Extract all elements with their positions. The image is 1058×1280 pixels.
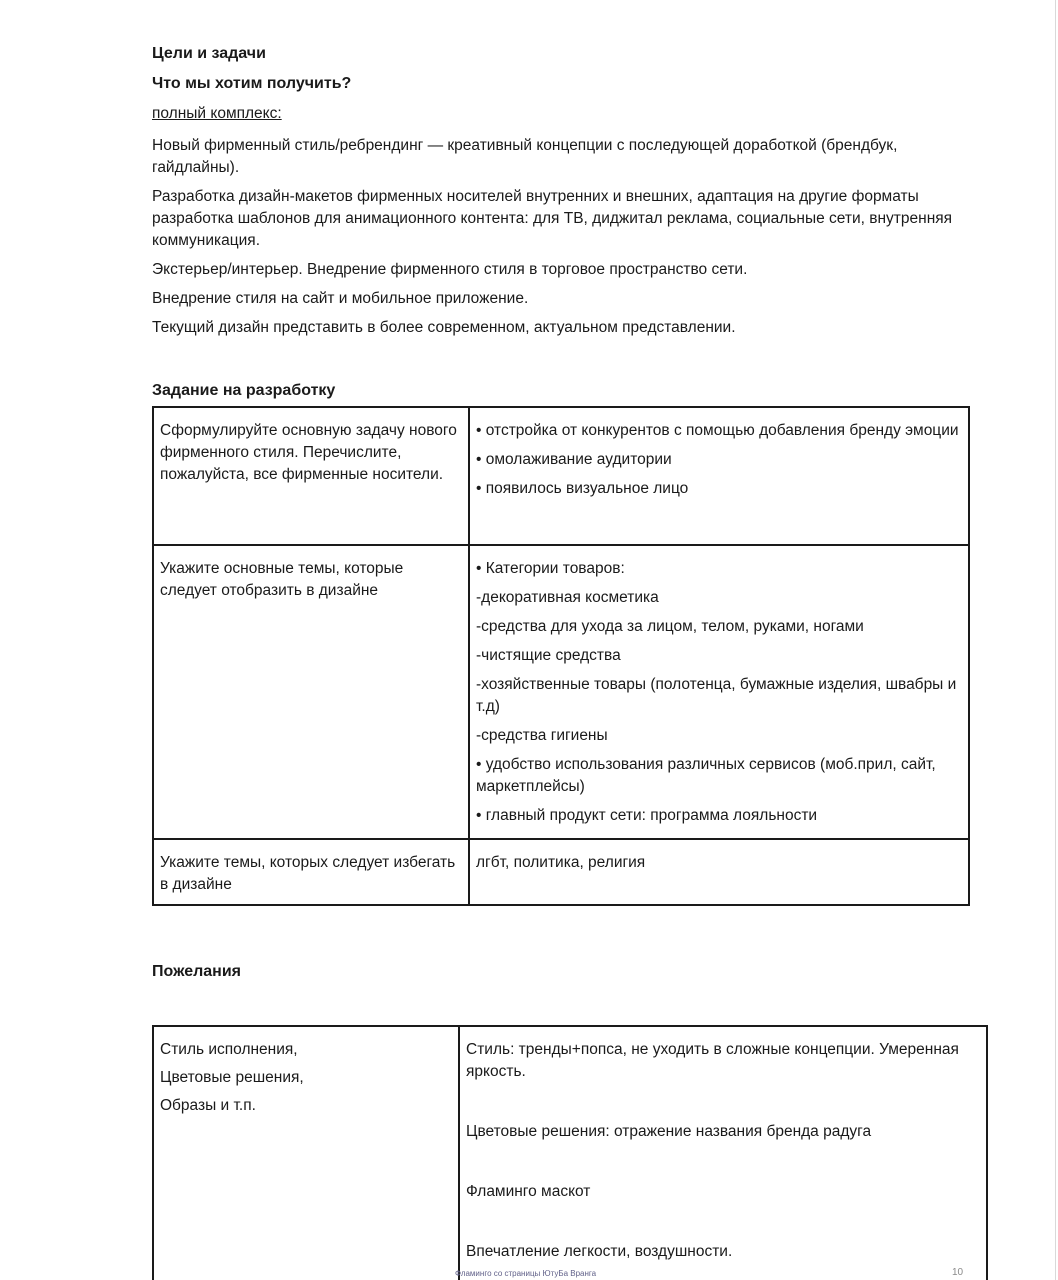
table-row bbox=[153, 407, 969, 545]
wish-question-line: Цветовые решения, bbox=[160, 1069, 304, 1086]
wish-question-line: Образы и т.п. bbox=[160, 1097, 256, 1114]
page-edge-line bbox=[1055, 0, 1056, 1280]
wish-question-line: Стиль исполнения, bbox=[160, 1041, 298, 1058]
answer-item: • главный продукт сети: программа лояльности bbox=[476, 807, 818, 824]
question-cell bbox=[153, 545, 469, 839]
goals-section bbox=[152, 44, 1058, 339]
answer-item: • появилось визуальное лицо bbox=[476, 480, 689, 497]
question-text: Укажите темы, которых следует избегать в дизайне bbox=[160, 854, 456, 893]
answer-item: -декоративная косметика bbox=[476, 589, 659, 606]
question-text: Укажите основные темы, которые следует отобразить в дизайне bbox=[160, 560, 404, 599]
footnote-link[interactable]: Фламинго со страницы ЮтуБа Вранга bbox=[455, 1269, 597, 1278]
answer-cell bbox=[469, 839, 969, 905]
question-cell bbox=[153, 839, 469, 905]
wish-answer-paragraph: Цветовые решения: отражение названия бренда радуга bbox=[466, 1123, 872, 1140]
answer-item: -хозяйственные товары (полотенца, бумажные изделия, швабры и т.д) bbox=[476, 676, 957, 715]
answer-item: • омолаживание аудитории bbox=[476, 451, 672, 468]
wishes-heading: Пожелания bbox=[152, 963, 241, 980]
intro-paragraph: Разработка дизайн-макетов фирменных носителей внутренних и внешних, адаптация на другие форматы разработка шаблонов для анимационного контента: для ТВ, диджитал реклама, социальные сети, внутренняя коммуникация. bbox=[152, 188, 953, 249]
intro-paragraph: Текущий дизайн представить в более современном, актуальном представлении. bbox=[152, 319, 736, 336]
wishes-table bbox=[152, 1025, 988, 1280]
answer-cell bbox=[469, 407, 969, 545]
goals-subtitle: Что мы хотим получить? bbox=[152, 75, 352, 92]
answer-item: -чистящие средства bbox=[476, 647, 621, 664]
intro-paragraph: Экстерьер/интерьер. Внедрение фирменного стиля в торговое пространство сети. bbox=[152, 261, 748, 278]
question-cell bbox=[153, 407, 469, 545]
question-text: Сформулируйте основную задачу нового фирменного стиля. Перечислите, пожалуйста, все фирменные носители. bbox=[160, 422, 457, 483]
intro-paragraph: Внедрение стиля на сайт и мобильное приложение. bbox=[152, 290, 529, 307]
goals-title: Цели и задачи bbox=[152, 45, 266, 62]
answer-cell bbox=[469, 545, 969, 839]
wish-answer-paragraph: Впечатление легкости, воздушности. bbox=[466, 1243, 733, 1260]
answer-item: • удобство использования различных сервисов (моб.прил, сайт, маркетплейсы) bbox=[476, 756, 936, 795]
wish-answer-paragraph: Стиль: тренды+попса, не уходить в сложные концепции. Умеренная яркость. bbox=[466, 1041, 959, 1080]
table-row bbox=[153, 545, 969, 839]
answer-item: -средства гигиены bbox=[476, 727, 608, 744]
task-heading: Задание на разработку bbox=[152, 382, 336, 399]
page-number: 10 bbox=[952, 1267, 964, 1278]
table-row bbox=[153, 839, 969, 905]
answer-item: -средства для ухода за лицом, телом, руками, ногами bbox=[476, 618, 864, 635]
table-row bbox=[153, 1026, 987, 1280]
answer-cell bbox=[459, 1026, 987, 1280]
task-table bbox=[152, 406, 970, 906]
answer-item: • Категории товаров: bbox=[476, 560, 625, 577]
answer-item: • отстройка от конкурентов с помощью добавления бренду эмоции bbox=[476, 422, 959, 439]
intro-paragraph: Новый фирменный стиль/ребрендинг — креативный концепции с последующей доработкой (брендбук, гайдлайны). bbox=[152, 137, 898, 176]
question-cell bbox=[153, 1026, 459, 1280]
answer-item: лгбт, политика, религия bbox=[476, 854, 646, 871]
lead-underlined: полный комплекс: bbox=[152, 105, 282, 122]
wish-answer-paragraph: Фламинго маскот bbox=[466, 1183, 591, 1200]
